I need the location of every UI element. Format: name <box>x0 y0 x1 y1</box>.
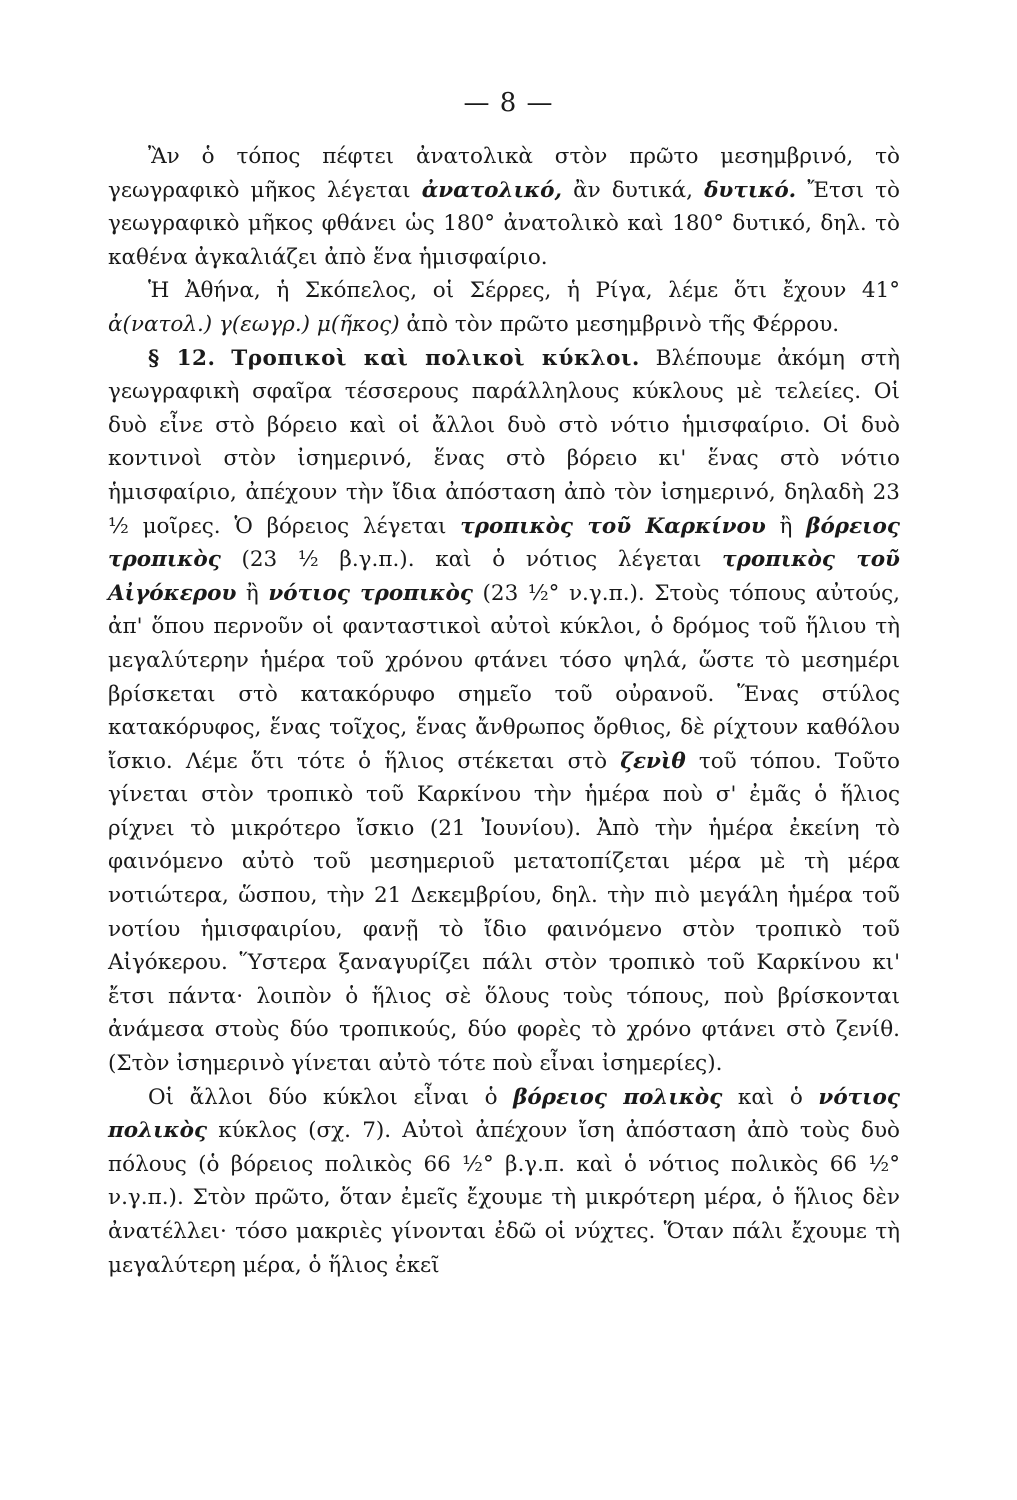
text-run: ἢ <box>236 580 269 606</box>
text-run: Οἱ ἄλλοι δύο κύκλοι εἶναι ὁ <box>148 1084 514 1110</box>
paragraph-tropics <box>108 342 900 1081</box>
section-number: § 12. <box>148 345 216 371</box>
term-tropic-of-cancer: τροπικὸς τοῦ Καρκίνου <box>460 513 766 539</box>
term-east-longitude: ἀνατολικό, <box>421 177 562 203</box>
text-run: ἂν δυτικά, <box>561 177 705 203</box>
paragraph-longitude <box>108 140 900 274</box>
text-run: Ἔτσι τὸ γεωγραφικὸ μῆκος φθάνει ὡς 180° ἀνατολικὸ καὶ 180° δυτικό, δηλ. τὸ καθένα ἀγκαλιάζει ἀπὸ ἕνα ἡμισφαίριο. <box>108 177 900 270</box>
longitude-abbreviation: ἀ(νατολ.) γ(εωγρ.) μ(ῆκος) <box>108 311 400 337</box>
term-northern-tropic: βόρειος τροπικὸς <box>108 513 900 573</box>
text-run: (23 ½ β.γ.π.). καὶ ὁ νότιος λέγεται <box>220 547 723 573</box>
term-antarctic-circle: νότιος πολικὸς <box>108 1084 900 1144</box>
page-number: — 8 — <box>463 88 554 118</box>
section-heading: Τροπικοὶ καὶ πολικοὶ κύκλοι. <box>231 345 640 371</box>
term-southern-tropic: νότιος τροπικὸς <box>268 580 473 606</box>
text-run: καὶ ὁ <box>722 1084 819 1110</box>
term-west-longitude: δυτικό. <box>704 177 797 203</box>
text-run: κύκλος (σχ. 7). Αὐτοὶ ἀπέχουν ἴση ἀπόσταση ἀπὸ τοὺς δυὸ πόλους (ὁ βόρειος πολικὸς 66 ½° β.γ.π. καὶ ὁ νότιος πολικὸς 66 ½° ν.γ.π.). Στὸν πρῶτο, ὅταν ἐμεῖς ἔχουμε τὴ μικρότερη μέρα, ὁ ἥλιος δὲν ἀνατέλλει· τόσο μακριὲς γίνονται ἐδῶ οἱ νύχτες. Ὅταν πάλι ἔχουμε τὴ μεγαλύτερη μέρα, ὁ ἥλιος ἐκεῖ <box>108 1118 900 1278</box>
term-tropic-of-capricorn: τροπικὸς τοῦ Αἰγόκερου <box>108 547 900 606</box>
body-text <box>108 140 900 1282</box>
term-arctic-circle: βόρειος πολικὸς <box>513 1084 723 1110</box>
paragraph-example-cities <box>108 274 900 341</box>
text-run: Ἂν ὁ τόπος πέφτει ἀνατολικὰ στὸν πρῶτο μεσημβρινό, τὸ γεωγραφικὸ μῆκος λέγεται <box>108 144 900 203</box>
paragraph-polar-circles <box>108 1081 900 1283</box>
text-run: τοῦ τόπου. Τοῦτο γίνεται στὸν τροπικὸ τοῦ Καρκίνου τὴν ἡμέρα ποὺ σ' ἐμᾶς ὁ ἥλιος ρίχνει τὸ μικρότερο ἴσκιο (21 Ἰουνίου). Ἀπὸ τὴν ἡμέρα ἐκείνη τὸ φαινόμενο αὐτὸ τοῦ μεσημεριοῦ μετατοπίζεται μέρα μὲ τὴ μέρα νοτιώτερα, ὥσπου, τὴν 21 Δεκεμβρίου, δηλ. τὴν πιὸ μεγάλη ἡμέρα τοῦ νοτίου ἡμισφαιρίου, φανῇ τὸ ἴδιο φαινόμενο στὸν τροπικὸ τοῦ Αἰγόκερου. Ὕστερα ξαναγυρίζει πάλι στὸν τροπικὸ τοῦ Καρκίνου κι' ἔτσι πάντα· λοιπὸν ὁ ἥλιος σὲ ὅλους τοὺς τόπους, ποὺ βρίσκονται ἀνάμεσα στοὺς δύο τροπικούς, δύο φορὲς τὸ χρόνο φτάνει στὸ ζενίθ. (Στὸν ἰσημερινὸ γίνεται αὐτὸ τότε ποὺ εἶναι ἰσημερίες). <box>108 748 900 1077</box>
term-zenith: ζενὶθ <box>620 748 686 774</box>
text-run: Ἡ Ἀθήνα, ἡ Σκόπελος, οἱ Σέρρες, ἡ Ρίγα, λέμε ὅτι ἔχουν 41° <box>148 278 900 304</box>
text-run: ἀπὸ τὸν πρῶτο μεσημβρινὸ τῆς Φέρρου. <box>399 311 840 337</box>
text-run: Βλέπουμε ἀκόμη στὴ γεωγραφικὴ σφαῖρα τέσσερους παράλληλους κύκλους μὲ τελείες. Οἱ δυὸ εἶνε στὸ βόρειο καὶ οἱ ἄλλοι δυὸ στὸ νότιο ἡμισφαίριο. Οἱ δυὸ κοντινοὶ στὸν ἰσημερινό, ἕνας στὸ βόρειο κι' ἕνας στὸ νότιο ἡμισφαίριο, ἀπέχουν τὴν ἴδια ἀπόσταση ἀπὸ τὸν ἰσημερινό, δηλαδὴ 23 ½ μοῖρες. Ὁ βόρειος λέγεται <box>108 345 901 539</box>
text-run: ἢ <box>765 513 807 539</box>
text-run: (23 ½° ν.γ.π.). Στοὺς τόπους αὐτούς, ἀπ' ὅπου περνοῦν οἱ φανταστικοὶ αὐτοὶ κύκλοι, ὁ δρόμος τοῦ ἥλιου τὴ μεγαλύτερην ἡμέρα τοῦ χρόνου φτάνει τόσο ψηλά, ὥστε τὸ μεσημέρι βρίσκεται στὸ κατακόρυφο σημεῖο τοῦ οὐρανοῦ. Ἕνας στύλος κατακόρυφος, ἕνας τοῖχος, ἕνας ἄνθρωπος ὄρθιος, δὲ ρίχτουν καθόλου ἴσκιο. Λέμε ὅτι τότε ὁ ἥλιος στέκεται στὸ <box>108 580 900 774</box>
